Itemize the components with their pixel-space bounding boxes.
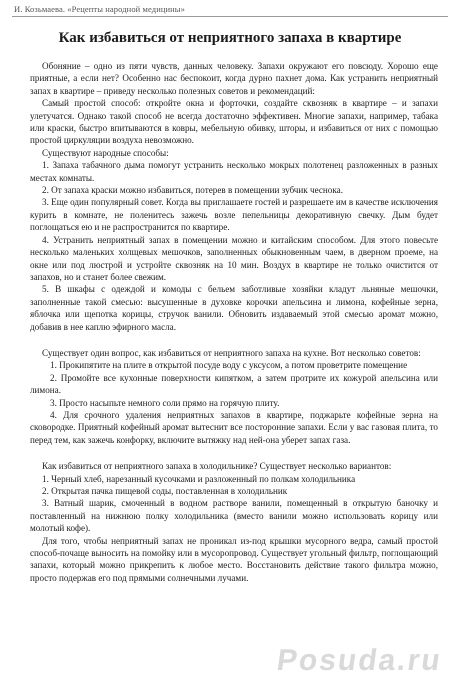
list-item-tea-bags: 4. Устранить неприятный запах в помещении можно и китайским способом. Для этого повесьте несколько маленьких холщевых мешочков, заполненных обыкновенным чаем, в дверном проеме, на окне или под люстрой и устройте сквозняк на 10 мин. Воздух в квартире не только очистится от запахов, но и станет более свежим. <box>30 234 438 282</box>
running-head: И. Козьмаева. «Рецепты народной медицины» <box>14 4 185 14</box>
list-item-towels: 1. Запаха табачного дыма помогут устранить несколько мокрых полотенец разложенных в разных местах комнаты. <box>30 160 438 183</box>
list-item-garlic: 2. От запаха краски можно избавиться, потерев в помещении зубчик чеснока. <box>42 185 343 196</box>
paragraph-ventilation: Самый простой способ: откройте окна и форточки, создайте сквозняк в квартире – и запахи улетучатся. Однако такой способ не всегда достаточно эффективен. Многие запахи, например, табака или краски, быстро впитываются в ковры, мебельную обивку, шторы, и избавиться от них с помощью простой циркуляции воздуха невозможно. <box>30 98 438 146</box>
list-item-soda: 2. Открытая пачка пищевой соды, поставленная в холодильник <box>42 486 288 496</box>
list-item-coffee: 4. Для срочного удаления неприятных запахов в квартире, поджарьте кофейные зерна на сковородке. Приятный кофейный аромат вытеснит все посторонние запахи. Если у вас газовая плита, то перед тем, как зажечь конфорку, включите вытяжку над ней-она уберет запах газа. <box>30 409 438 445</box>
section-gap <box>30 446 438 460</box>
list-item-salt: 3. Просто насыпьте немного соли прямо на горячую плиту. <box>50 397 280 408</box>
list-item-cotton-ball: 3. Ватный шарик, смоченный в водном растворе ванили, помещенный в открытую баночку и поставленный на нижнюю полку холодильника (вместо ванили можно использовать корицу или молотый кофе). <box>30 498 438 534</box>
paragraph-intro: Обоняние – одно из пяти чувств, данных человеку. Запахи окружают его повсюду. Хорошо еще приятные, а если нет? Особенно нас беспокоит, когда дурно пахнет дома. Как устранить неприятный запах в квартире – приведу несколько полезных советов и рекомендаций: <box>30 61 438 96</box>
list-item-vinegar: 1. Прокипятите на плите в открытой посуде воду с уксусом, а потом проветрите помещение <box>50 360 408 371</box>
list-item-sachets: 5. В шкафы с одеждой и комоды с бельем заботливые хозяйки кладут льняные мешочки, заполненные такой смесью: высушенные в духовке корочки апельсина и лимона, кофейные зерна, яблочка или щепотка корицы, стручок ванили. Обновить издаваемый этой смесью аромат можно, добавив в нее каплю эфирного масла. <box>30 284 438 332</box>
header-divider <box>12 16 448 17</box>
article-body <box>30 60 438 584</box>
section-gap <box>30 333 438 347</box>
paragraph-trash: Для того, чтобы неприятный запах не проникал из-под крышки мусорного ведра, самый простой способ-почаще выносить на помойку или в мусоропровод. Существует угольный фильтр, поглощающий запахи, который можно прикрепить к любое место. Восстановить действие такого фильтра можно, просто подержав его под прямыми солнечными лучами. <box>30 535 438 583</box>
list-item-candle: 3. Еще один популярный совет. Когда вы приглашаете гостей и разрешаете им в качестве исключения курить в комнате, не поленитесь зажечь возле пепельницы декоративную свечку. Дым будет поглощаться ею и не распространится по квартире. <box>30 197 438 233</box>
paragraph-fridge: Как избавиться от неприятного запаха в холодильнике? Существует несколько вариантов: <box>42 461 392 472</box>
paragraph-kitchen: Существует один вопрос, как избавиться от неприятного запаха на кухне. Вот несколько советов: <box>42 347 421 358</box>
watermark-logo: Posuda.ru <box>275 644 445 677</box>
page-title: Как избавиться от неприятного запаха в квартире <box>58 30 402 46</box>
list-item-boiling-water: 2. Промойте все кухонные поверхности кипятком, а затем протрите их кожурой апельсина или лимона. <box>30 372 438 396</box>
list-item-bread: 1. Черный хлеб, нарезанный кусочками и разложенный по полкам холодильника <box>42 473 356 484</box>
paragraph-folk-methods: Существуют народные способы: <box>42 147 169 158</box>
